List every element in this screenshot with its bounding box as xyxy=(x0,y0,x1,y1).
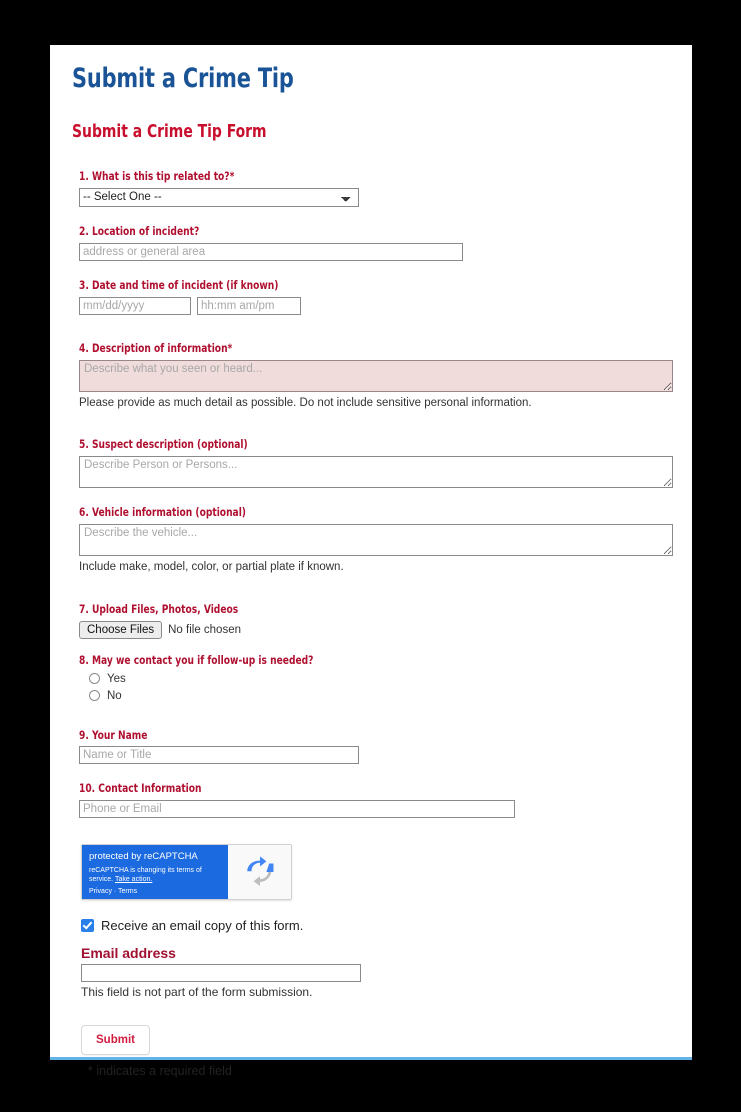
radio-option-no[interactable] xyxy=(89,690,692,702)
checkbox-checked-icon[interactable] xyxy=(81,919,94,932)
input-incident-date[interactable] xyxy=(79,297,191,315)
form-card xyxy=(50,45,692,1079)
input-your-name[interactable] xyxy=(79,746,359,764)
email-field-wrap xyxy=(81,964,692,982)
submit-row xyxy=(81,1025,692,1055)
recaptcha-legal-links[interactable]: Privacy · Terms xyxy=(89,887,138,895)
field-date-time xyxy=(72,278,692,315)
input-incident-time[interactable] xyxy=(197,297,301,315)
recaptcha-take-action-link[interactable]: Take action. xyxy=(114,876,153,884)
field-your-name xyxy=(72,728,692,765)
label-vehicle: 6. Vehicle information (optional) xyxy=(79,505,246,520)
recaptcha-title: protected by reCAPTCHA xyxy=(89,851,198,863)
input-contact-info[interactable] xyxy=(79,800,515,818)
help-description: Please provide as much detail as possible. Do not include sensitive personal information. xyxy=(79,396,532,409)
field-contact-permission xyxy=(72,653,692,702)
textarea-vehicle[interactable] xyxy=(79,524,673,556)
file-chosen-status: No file chosen xyxy=(168,623,241,636)
form-subtitle: Submit a Crime Tip Form xyxy=(72,121,267,143)
field-contact-info xyxy=(72,781,692,818)
radio-circle-icon[interactable] xyxy=(89,673,100,684)
required-field-note: * indicates a required field xyxy=(88,1064,232,1079)
email-copy-checkbox-row[interactable] xyxy=(81,918,692,933)
field-suspect xyxy=(72,437,692,488)
field-vehicle xyxy=(72,505,692,575)
recaptcha-notice-line2: service. xyxy=(89,876,114,884)
input-location[interactable] xyxy=(79,243,463,261)
recaptcha-text-panel xyxy=(82,845,228,899)
date-time-row xyxy=(79,297,692,315)
textarea-description[interactable] xyxy=(79,360,673,392)
label-your-name: 9. Your Name xyxy=(79,727,148,742)
label-contact-permission: 8. May we contact you if follow-up is needed? xyxy=(79,652,314,667)
recaptcha-notice-line1: reCAPTCHA is changing its terms of xyxy=(89,866,202,874)
page-title: Submit a Crime Tip xyxy=(72,63,294,94)
label-location: 2. Location of incident? xyxy=(79,223,200,238)
email-copy-label: Receive an email copy of this form. xyxy=(101,918,304,934)
field-location xyxy=(72,224,692,261)
recaptcha-logo-icon xyxy=(228,845,291,899)
radio-label-yes: Yes xyxy=(107,672,126,685)
label-description: 4. Description of information* xyxy=(79,340,233,355)
radio-option-yes[interactable] xyxy=(89,673,692,685)
field-upload xyxy=(72,602,692,639)
label-suspect: 5. Suspect description (optional) xyxy=(79,437,248,452)
field-description xyxy=(72,341,692,411)
recaptcha-badge[interactable] xyxy=(81,844,292,900)
recaptcha-notice xyxy=(89,866,221,885)
field-tip-category xyxy=(72,169,692,207)
choose-files-button[interactable]: Choose Files xyxy=(79,621,162,639)
file-upload-row xyxy=(79,621,692,639)
radio-label-no: No xyxy=(107,689,122,702)
submit-button[interactable]: Submit xyxy=(81,1025,150,1055)
select-tip-category[interactable] xyxy=(79,188,359,207)
textarea-suspect[interactable] xyxy=(79,456,673,488)
label-contact-info: 10. Contact Information xyxy=(79,781,202,796)
help-vehicle: Include make, model, color, or partial plate if known. xyxy=(79,561,344,574)
label-upload: 7. Upload Files, Photos, Videos xyxy=(79,601,239,616)
note-email-address: This field is not part of the form submission. xyxy=(81,985,313,1000)
label-date-time: 3. Date and time of incident (if known) xyxy=(79,277,279,292)
label-tip-category: 1. What is this tip related to?* xyxy=(79,168,235,183)
label-email-address: Email address xyxy=(81,945,176,962)
input-email-address[interactable] xyxy=(81,964,361,982)
radio-circle-icon[interactable] xyxy=(89,690,100,701)
